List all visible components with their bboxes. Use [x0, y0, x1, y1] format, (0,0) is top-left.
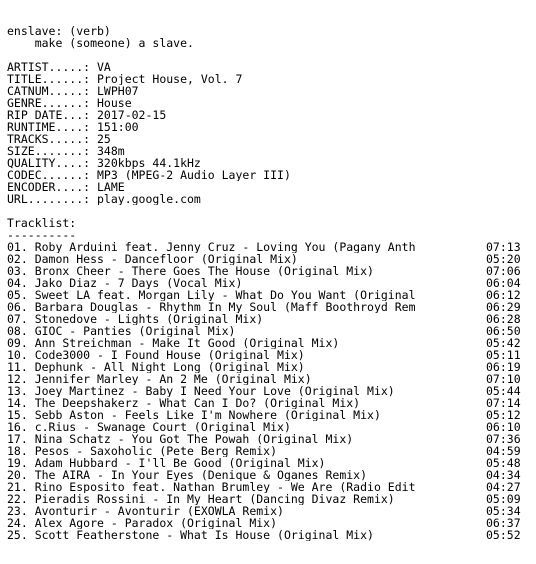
- nfo-document: [7, 25, 533, 541]
- track-title: 02. Damon Hess - Dancefloor (Original Mix): [7, 253, 298, 265]
- track-row: [7, 253, 533, 265]
- track-title: 07. Stonedove - Lights (Original Mix): [7, 313, 264, 325]
- track-row: [7, 397, 533, 409]
- track-title: 16. c.Rius - Swanage Court (Original Mix): [7, 421, 291, 433]
- track-title: 24. Alex Agore - Paradox (Original Mix): [7, 517, 278, 529]
- track-row: [7, 457, 533, 469]
- track-title: 05. Sweet LA feat. Morgan Lily - What Do You Want (Original: [7, 289, 416, 301]
- release-info: [7, 61, 533, 205]
- track-row: [7, 325, 533, 337]
- track-duration: 06:04: [486, 276, 521, 290]
- track-title: 03. Bronx Cheer - There Goes The House (Original Mix): [7, 265, 374, 277]
- track-row: [7, 421, 533, 433]
- track-row: [7, 469, 533, 481]
- track-title: 06. Barbara Douglas - Rhythm In My Soul (Maff Boothroyd Rem: [7, 301, 416, 313]
- info-tracks: TRACKS.....: 25: [7, 133, 111, 145]
- track-title: 01. Roby Arduini feat. Jenny Cruz - Loving You (Pagany Anth: [7, 241, 416, 253]
- spacer: [7, 205, 533, 217]
- track-title: 22. Pieradis Rossini - In My Heart (Dancing Divaz Remix): [7, 493, 395, 505]
- track-duration: 04:34: [486, 468, 521, 482]
- tracklist-underline: ----------: [7, 229, 77, 241]
- definition-term: enslave: (verb): [7, 25, 111, 37]
- track-row: [7, 373, 533, 385]
- info-rip-date: RIP DATE...: 2017-02-15: [7, 109, 167, 121]
- info-artist: ARTIST.....: VA: [7, 61, 111, 73]
- track-duration: 04:27: [486, 480, 521, 494]
- track-duration: 07:13: [486, 240, 521, 254]
- track-duration: 05:11: [486, 348, 521, 362]
- track-duration: 05:44: [486, 384, 521, 398]
- track-duration: 06:50: [486, 324, 521, 338]
- track-title: 12. Jennifer Marley - An 2 Me (Original Mix): [7, 373, 312, 385]
- info-codec: CODEC......: MP3 (MPEG-2 Audio Layer III): [7, 169, 291, 181]
- track-duration: 05:20: [486, 252, 521, 266]
- track-row: [7, 277, 533, 289]
- track-duration: 05:34: [486, 504, 521, 518]
- track-duration: 05:12: [486, 408, 521, 422]
- info-runtime: RUNTIME....: 151:00: [7, 121, 139, 133]
- track-duration: 07:36: [486, 432, 521, 446]
- track-title: 09. Ann Streichman - Make It Good (Original Mix): [7, 337, 340, 349]
- info-url: URL........: play.google.com: [7, 193, 201, 205]
- track-duration: 06:12: [486, 288, 521, 302]
- info-size: SIZE.......: 348m: [7, 145, 125, 157]
- track-title: 25. Scott Featherstone - What Is House (Original Mix): [7, 529, 374, 541]
- track-row: [7, 349, 533, 361]
- track-title: 10. Code3000 - I Found House (Original Mix): [7, 349, 305, 361]
- spacer: [7, 49, 533, 61]
- track-title: 13. Joey Martinez - Baby I Need Your Love (Original Mix): [7, 385, 395, 397]
- track-duration: 05:48: [486, 456, 521, 470]
- track-title: 21. Rino Esposito feat. Nathan Brumley - We Are (Radio Edit: [7, 481, 416, 493]
- track-title: 23. Avonturir - Avonturir (EXOWLA Remix): [7, 505, 284, 517]
- track-duration: 07:14: [486, 396, 521, 410]
- info-quality: QUALITY....: 320kbps 44.1kHz: [7, 157, 201, 169]
- track-row: [7, 481, 533, 493]
- info-genre: GENRE......: House: [7, 97, 132, 109]
- track-title: 04. Jako Diaz - 7 Days (Vocal Mix): [7, 277, 243, 289]
- track-title: 18. Pesos - Saxoholic (Pete Berg Remix): [7, 445, 278, 457]
- tracklist: [7, 241, 533, 541]
- track-row: [7, 361, 533, 373]
- track-duration: 05:09: [486, 492, 521, 506]
- track-row: [7, 337, 533, 349]
- track-duration: 07:06: [486, 264, 521, 278]
- track-row: [7, 433, 533, 445]
- track-title: 19. Adam Hubbard - I'll Be Good (Original Mix): [7, 457, 326, 469]
- track-duration: 06:37: [486, 516, 521, 530]
- track-row: [7, 385, 533, 397]
- track-title: 08. GIOC - Panties (Original Mix): [7, 325, 236, 337]
- track-row: [7, 493, 533, 505]
- track-row: [7, 445, 533, 457]
- track-duration: 07:10: [486, 372, 521, 386]
- track-row: [7, 529, 533, 541]
- track-title: 17. Nina Schatz - You Got The Powah (Original Mix): [7, 433, 354, 445]
- track-duration: 04:59: [486, 444, 521, 458]
- track-row: [7, 241, 533, 253]
- track-row: [7, 289, 533, 301]
- definition-meaning: make (someone) a slave.: [7, 37, 194, 49]
- track-duration: 06:28: [486, 312, 521, 326]
- track-row: [7, 313, 533, 325]
- track-row: [7, 301, 533, 313]
- track-title: 14. The Deepshakerz - What Can I Do? (Original Mix): [7, 397, 361, 409]
- track-row: [7, 517, 533, 529]
- track-row: [7, 505, 533, 517]
- track-title: 15. Sebb Aston - Feels Like I'm Nowhere (Original Mix): [7, 409, 381, 421]
- track-duration: 05:42: [486, 336, 521, 350]
- track-duration: 06:19: [486, 360, 521, 374]
- track-duration: 06:29: [486, 300, 521, 314]
- track-row: [7, 409, 533, 421]
- info-title: TITLE......: Project House, Vol. 7: [7, 73, 243, 85]
- info-encoder: ENCODER....: LAME: [7, 181, 125, 193]
- track-title: 20. The AIRA - In Your Eyes (Denique & Oganes Remix): [7, 469, 368, 481]
- track-title: 11. Dephunk - All Night Long (Original Mix): [7, 361, 305, 373]
- tracklist-heading: Tracklist:: [7, 217, 77, 229]
- info-catnum: CATNUM.....: LWPH07: [7, 85, 139, 97]
- track-duration: 06:10: [486, 420, 521, 434]
- track-row: [7, 265, 533, 277]
- track-duration: 05:52: [486, 528, 521, 542]
